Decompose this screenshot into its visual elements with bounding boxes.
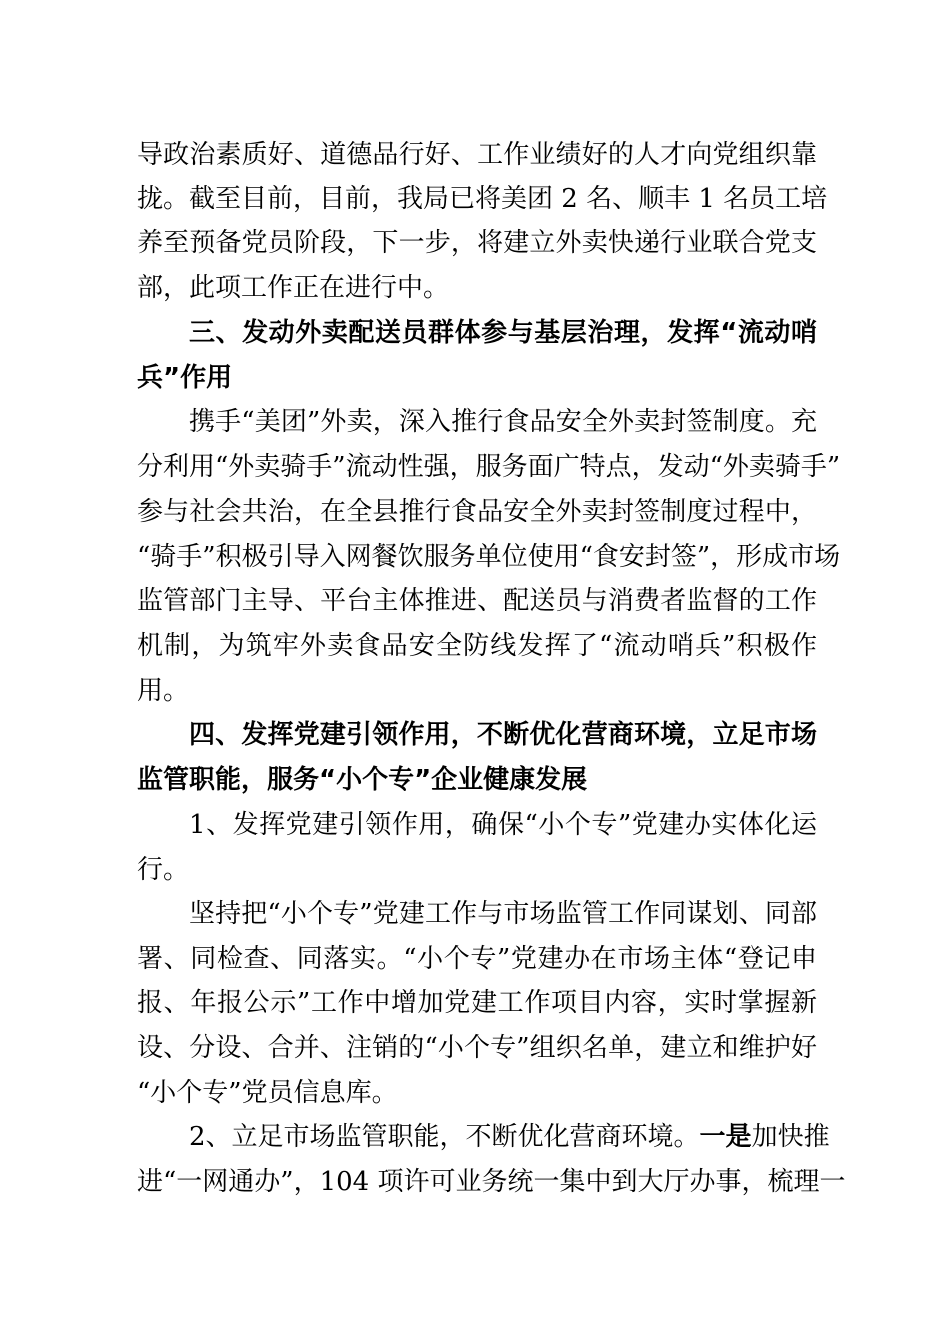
paragraph-line: 参与社会共治，在全县推行食品安全外卖封签制度过程中， <box>137 497 817 527</box>
subheading-2-text: 2、立足市场监管职能，不断优化营商环境。 <box>189 1122 700 1152</box>
paragraph-line: 机制，为筑牢外卖食品安全防线发挥了“流动哨兵”积极作 <box>137 631 817 661</box>
subheading-1-cont: 行。 <box>137 855 190 885</box>
paragraph-line: 坚持把“小个专”党建工作与市场监管工作同谋划、同部 <box>189 899 817 929</box>
paragraph-line: 报、年报公示”工作中增加党建工作项目内容，实时掌握新 <box>137 988 817 1018</box>
paragraph-line: “骑手”积极引导入网餐饮服务单位使用“食安封签”，形成市场 <box>137 542 841 572</box>
paragraph-line: 部，此项工作正在进行中。 <box>137 273 450 303</box>
paragraph-line: 署、同检查、同落实。“小个专”党建办在市场主体“登记申 <box>137 944 817 974</box>
emphasis-text: 一是 <box>699 1122 752 1152</box>
paragraph-line: 导政治素质好、道德品行好、工作业绩好的人才向党组织靠 <box>137 140 817 170</box>
paragraph-line: “小个专”党员信息库。 <box>137 1078 398 1108</box>
section-heading-4-cont: 监管职能，服务“小个专”企业健康发展 <box>137 765 588 795</box>
paragraph-line-mixed <box>137 1115 830 1159</box>
subheading-1: 1、发挥党建引领作用，确保“小个专”党建办实体化运 <box>189 810 817 840</box>
paragraph-line: 用。 <box>137 676 190 706</box>
paragraph-line: 拢。截至目前，目前，我局已将美团 2 名、顺丰 1 名员工培 <box>137 184 828 214</box>
paragraph-line: 设、分设、合并、注销的“小个专”组织名单，建立和维护好 <box>137 1033 817 1063</box>
section-heading-4: 四、发挥党建引领作用，不断优化营商环境，立足市场 <box>189 720 817 750</box>
paragraph-line: 分利用“外卖骑手”流动性强，服务面广特点，发动“外卖骑手” <box>137 452 841 482</box>
paragraph-text: 加快推 <box>751 1122 830 1152</box>
paragraph-line: 监管部门主导、平台主体推进、配送员与消费者监督的工作 <box>137 586 817 616</box>
section-heading-3-cont: 兵”作用 <box>137 363 233 393</box>
paragraph-line: 进“一网通办”，104 项许可业务统一集中到大厅办事，梳理一 <box>137 1167 846 1197</box>
paragraph-line: 养至预备党员阶段，下一步，将建立外卖快递行业联合党支 <box>137 228 817 258</box>
paragraph-line: 携手“美团”外卖，深入推行食品安全外卖封签制度。充 <box>189 407 817 437</box>
section-heading-3: 三、发动外卖配送员群体参与基层治理，发挥“流动哨 <box>189 318 817 348</box>
